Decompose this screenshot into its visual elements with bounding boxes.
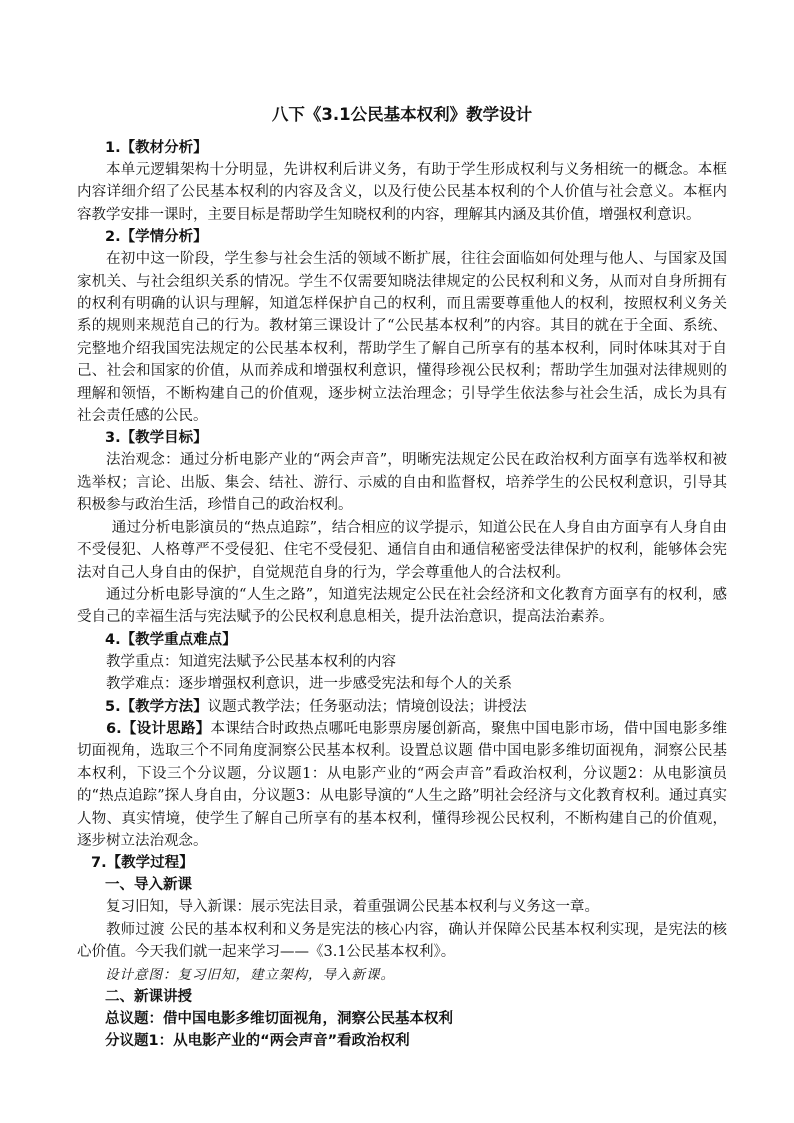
teaching-methods-text: 议题式教学法；任务驱动法；情境创设法；讲授法 [207,698,527,715]
key-point: 教学重点：知道宪法赋予公民基本权利的内容 [106,653,396,670]
design-idea-paragraph [77,718,727,852]
objectives-paragraph-1: 法治观念：通过分析电影产业的“两会声音”，明晰宪法规定公民在政治权利方面享有选举权和被选举权；言论、出版、集会、结社、游行、示威的自由和监督权，培养学生的公民权利意识，引导其积极参与政治生活，珍惜自己的政治权利。 [77,452,727,514]
objectives-paragraph-3: 通过分析电影导演的“人生之路”，知道宪法规定公民在社会经济和文化教育方面享有的权利，感受自己的幸福生活与宪法赋予的公民权利息息相关，提升法治意识，提高法治素养。 [77,586,727,626]
introduction-paragraph-1: 复习旧知，导入新课：展示宪法目录，着重强调公民基本权利与义务这一章。 [106,899,599,916]
section-heading-key-difficult-points: 4.【教学重点难点】 [105,631,237,648]
design-intent-note: 设计意图：复习旧知，建立架构，导入新课。 [105,966,395,983]
sub-topic-1: 分议题1：从电影产业的“两会声音”看政治权利 [105,1032,410,1049]
main-topic: 总议题：借中国电影多维切面视角，洞察公民基本权利 [105,1010,453,1027]
section-heading-design-idea: 6.【设计思路】 [106,720,211,737]
page-title: 八下《3.1公民基本权利》教学设计 [271,105,533,124]
section-heading-textbook-analysis: 1.【教材分析】 [105,140,208,156]
textbook-analysis-paragraph: 本单元逻辑架构十分明显，先讲权利后讲义务，有助于学生形成权利与义务相统一的概念。本框内容详细介绍了公民基本权利的内容及含义，以及行使公民基本权利的个人价值与社会意义。本框内容教学安排一课时，主要目标是帮助学生知晓权利的内容，理解其内涵及其价值，增强权利意识。 [77,162,727,223]
introduction-paragraph-2: 教师过渡 公民的基本权利和义务是宪法的核心内容，确认并保障公民基本权利实现，是宪法的核心价值。今天我们就一起来学习——《3.1公民基本权利》。 [77,921,727,961]
section-heading-teaching-process: 7.【教学过程】 [91,855,194,872]
section-heading-student-analysis: 2.【学情分析】 [105,229,208,246]
design-idea-text: 本课结合时政热点哪吒电影票房屡创新高，聚焦中国电影市场，借中国电影多维切面视角，选取三个不同角度洞察公民基本权利。设置总议题 借中国电影多维切面视角，洞察公民基本权利，下设三个分议题，分议题1：从电影产业的“两会声音”看政治权利，分议题2：从电影演员的“热点追踪”探人身自由，分议题3：从电影导演的“人生之路”明社会经济与文化教育权利。通过真实人物、真实情境，使学生了解自己所享有的基本权利，懂得珍视公民权利，不断构建自己的价值观，逐步树立法治观念。 [77,720,727,849]
section-heading-teaching-methods: 5.【教学方法】 [105,698,208,715]
document-body [77,103,727,1052]
student-analysis-paragraph: 在初中这一阶段，学生参与社会生活的领域不断扩展，往往会面临如何处理与他人、与国家及国家机关、与社会组织关系的情况。学生不仅需要知晓法律规定的公民权利和义务，从而对自身所拥有的权利有明确的认识与理解，知道怎样保护自己的权利，而且需要尊重他人的权利，按照权利义务关系的规则来规范自己的行为。教材第三课设计了“公民基本权利”的内容。其目的就在于全面、系统、完整地介绍我国宪法规定的公民基本权利，帮助学生了解自己所享有的基本权利，同时体味其对于自己、社会和国家的价值，从而养成和增强权利意识，懂得珍视公民权利；帮助学生加强对法律规则的理解和领悟，不断构建自己的价值观，逐步树立法治理念；引导学生依法参与社会生活，成长为具有社会责任感的公民。 [77,251,727,425]
difficult-point: 教学难点：逐步增强权利意识，进一步感受宪法和每个人的关系 [106,676,512,693]
teaching-methods-line [77,696,727,718]
section-heading-teaching-objectives: 3.【教学目标】 [105,430,208,447]
objectives-paragraph-2: 通过分析电影演员的“热点追踪”，结合相应的议学提示，知道公民在人身自由方面享有人身自由不受侵犯、人格尊严不受侵犯、住宅不受侵犯、通信自由和通信秘密受法律保护的权利，能够体会宪法对自己人身自由的保护，自觉规范自身的行为，学会尊重他人的合法权利。 [77,519,727,581]
part-title-new-lesson: 二、新课讲授 [105,988,192,1005]
part-title-introduction: 一、导入新课 [105,877,192,894]
